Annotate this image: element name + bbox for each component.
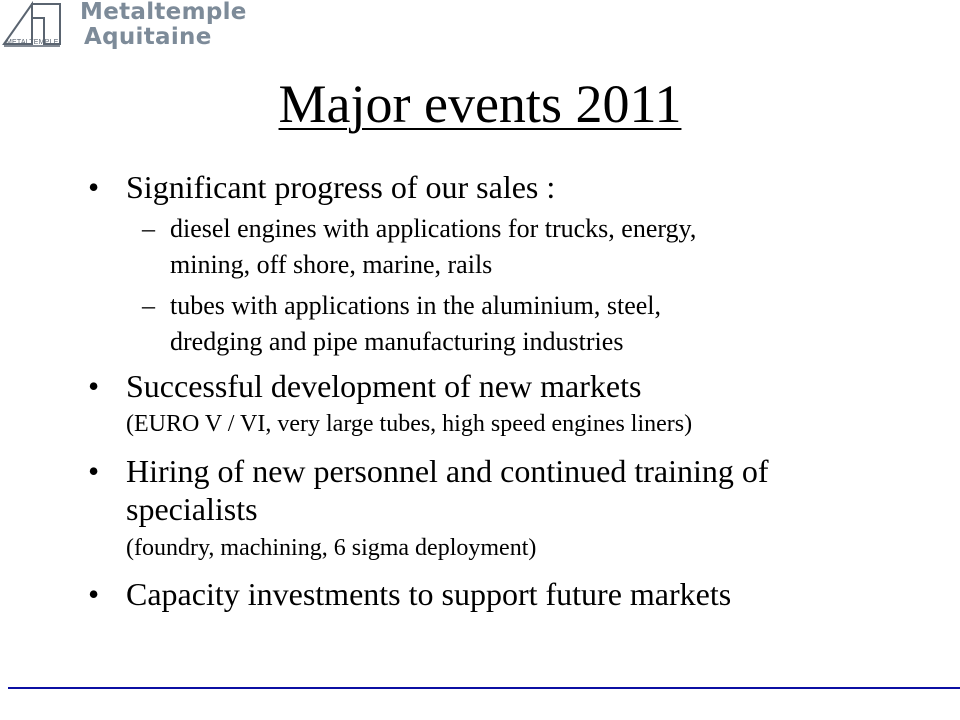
sub-bullet-marker: –	[142, 291, 155, 320]
logo-text-line2: Aquitaine	[84, 24, 212, 50]
bullet-marker: •	[88, 453, 100, 489]
sub-bullet-marker: –	[142, 214, 155, 243]
bullet-text-line1: Hiring of new personnel and continued training of	[126, 453, 769, 489]
logo-subtext: METALTEMPLE	[6, 39, 59, 46]
bullet-text: Significant progress of our sales :	[126, 169, 556, 205]
bullet-text: Successful development of new markets	[126, 368, 642, 404]
slide-title-text: Major events 2011	[278, 74, 682, 134]
bullet-note: (EURO V / VI, very large tubes, high speed engines liners)	[126, 411, 693, 437]
company-logo	[0, 0, 250, 52]
bullet-text-line2: specialists	[126, 491, 258, 527]
logo-text-line1: Metaltemple	[80, 0, 247, 25]
sub-bullet-line1: diesel engines with applications for trucks, energy,	[170, 214, 697, 243]
slide-title	[0, 72, 960, 136]
footer-divider	[8, 687, 960, 689]
sub-bullet-line2: mining, off shore, marine, rails	[170, 250, 493, 279]
bullet-marker: •	[88, 368, 100, 404]
bullet-note: (foundry, machining, 6 sigma deployment)	[126, 535, 537, 561]
sub-bullet-line1: tubes with applications in the aluminium, steel,	[170, 291, 662, 320]
bullet-marker: •	[88, 169, 100, 205]
bullet-text: Capacity investments to support future markets	[126, 576, 732, 612]
sub-bullet-line2: dredging and pipe manufacturing industries	[170, 327, 624, 356]
bullet-marker: •	[88, 576, 100, 612]
